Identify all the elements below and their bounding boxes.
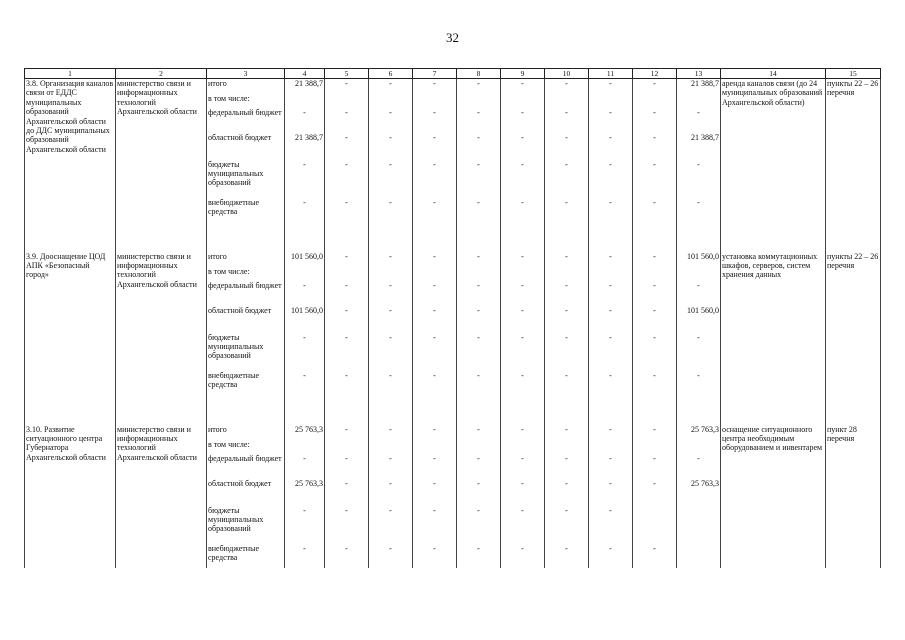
year-amount-cell: - [501, 133, 545, 160]
year-amount-cell: 25 763,3 [677, 425, 721, 440]
year-amount-cell: - [457, 479, 501, 506]
funding-source-cell: итого [207, 79, 285, 94]
year-amount-cell: - [501, 108, 545, 133]
activity-cell: 3.8. Организация каналов связи от ЕДДС муниципальных образований Архангельской области до ДДС муниципальных образований Архангельской области [25, 79, 116, 222]
year-amount-cell: - [545, 252, 589, 267]
year-amount-cell: - [589, 306, 633, 333]
activity-cell: 3.10. Развитие ситуационного центра Губернатора Архангельской области [25, 425, 116, 568]
year-amount-cell: - [677, 281, 721, 306]
spacer-cell [285, 395, 325, 425]
year-amount-cell: - [501, 506, 545, 544]
year-amount-cell: - [457, 252, 501, 267]
year-amount-cell: - [545, 133, 589, 160]
year-amount-cell: - [589, 108, 633, 133]
year-amount-cell: - [457, 425, 501, 440]
year-amount-cell: - [589, 133, 633, 160]
year-amount-cell: - [501, 544, 545, 568]
year-amount-cell: - [325, 108, 369, 133]
year-amount-cell: - [369, 281, 413, 306]
funding-source-cell: федеральный бюджет [207, 454, 285, 479]
column-header-10: 10 [545, 69, 589, 79]
funding-source-cell: федеральный бюджет [207, 281, 285, 306]
year-amount-cell: - [369, 79, 413, 94]
year-amount-cell [633, 94, 677, 108]
year-amount-cell: - [589, 425, 633, 440]
year-amount-cell: - [501, 333, 545, 371]
year-amount-cell: - [413, 544, 457, 568]
year-amount-cell [325, 440, 369, 454]
year-amount-cell: - [325, 333, 369, 371]
total-amount-cell: - [285, 544, 325, 568]
spacer-cell [457, 395, 501, 425]
spacer-cell [633, 395, 677, 425]
year-amount-cell [677, 267, 721, 281]
year-amount-cell: - [369, 506, 413, 544]
funding-source-cell: внебюджетные средства [207, 371, 285, 395]
year-amount-cell: 21 388,7 [677, 133, 721, 160]
year-amount-cell [589, 440, 633, 454]
year-amount-cell [545, 267, 589, 281]
year-amount-cell [633, 506, 677, 544]
year-amount-cell [413, 267, 457, 281]
year-amount-cell: - [677, 198, 721, 222]
year-amount-cell: - [457, 506, 501, 544]
year-amount-cell: - [677, 333, 721, 371]
year-amount-cell: - [545, 506, 589, 544]
column-header-15: 15 [826, 69, 881, 79]
spacer-cell [589, 222, 633, 252]
table-row [25, 252, 881, 267]
year-amount-cell: - [633, 333, 677, 371]
year-amount-cell: - [413, 454, 457, 479]
spacer-cell [325, 222, 369, 252]
total-amount-cell: 21 388,7 [285, 133, 325, 160]
total-amount-cell: - [285, 108, 325, 133]
total-amount-cell: - [285, 333, 325, 371]
year-amount-cell [501, 94, 545, 108]
year-amount-cell [369, 94, 413, 108]
year-amount-cell: - [545, 479, 589, 506]
year-amount-cell: - [589, 371, 633, 395]
spacer-cell [501, 222, 545, 252]
year-amount-cell: - [325, 160, 369, 198]
result-cell: аренда каналов связи (до 24 муниципальных образований Архангельской области) [721, 79, 826, 222]
spacer-cell [25, 222, 116, 252]
spacer-cell [207, 222, 285, 252]
reference-cell: пункт 28 перечня [826, 425, 881, 568]
year-amount-cell: - [545, 108, 589, 133]
year-amount-cell: - [369, 454, 413, 479]
year-amount-cell: - [633, 108, 677, 133]
year-amount-cell: - [633, 306, 677, 333]
year-amount-cell: 101 560,0 [677, 252, 721, 267]
year-amount-cell [501, 440, 545, 454]
year-amount-cell: - [457, 333, 501, 371]
block-spacer [25, 395, 881, 425]
year-amount-cell: - [677, 160, 721, 198]
year-amount-cell [457, 267, 501, 281]
year-amount-cell: - [413, 79, 457, 94]
year-amount-cell: - [457, 281, 501, 306]
reference-cell: пункты 22 – 26 перечня [826, 79, 881, 222]
funding-source-cell: внебюджетные средства [207, 198, 285, 222]
year-amount-cell: - [545, 544, 589, 568]
year-amount-cell: - [457, 160, 501, 198]
year-amount-cell: - [413, 281, 457, 306]
year-amount-cell: - [545, 281, 589, 306]
year-amount-cell [413, 94, 457, 108]
spacer-cell [116, 222, 207, 252]
spacer-cell [25, 395, 116, 425]
year-amount-cell: - [369, 108, 413, 133]
year-amount-cell: - [545, 198, 589, 222]
total-amount-cell: 101 560,0 [285, 252, 325, 267]
year-amount-cell: - [501, 425, 545, 440]
year-amount-cell [369, 440, 413, 454]
year-amount-cell: - [369, 333, 413, 371]
total-amount-cell: 21 388,7 [285, 79, 325, 94]
table-row [25, 79, 881, 94]
year-amount-cell: - [633, 454, 677, 479]
year-amount-cell: - [369, 479, 413, 506]
column-header-9: 9 [501, 69, 545, 79]
year-amount-cell: - [457, 79, 501, 94]
year-amount-cell: - [413, 371, 457, 395]
spacer-cell [633, 222, 677, 252]
column-header-14: 14 [721, 69, 826, 79]
year-amount-cell: - [501, 281, 545, 306]
total-amount-cell: - [285, 506, 325, 544]
year-amount-cell: - [545, 333, 589, 371]
spacer-cell [325, 395, 369, 425]
year-amount-cell: - [633, 371, 677, 395]
result-cell: установка коммутационных шкафов, серверов, систем хранения данных [721, 252, 826, 395]
year-amount-cell [633, 267, 677, 281]
column-header-5: 5 [325, 69, 369, 79]
year-amount-cell: - [457, 133, 501, 160]
funding-source-cell: областной бюджет [207, 479, 285, 506]
year-amount-cell: - [457, 306, 501, 333]
column-header-1: 1 [25, 69, 116, 79]
spacer-cell [501, 395, 545, 425]
column-header-6: 6 [369, 69, 413, 79]
column-header-7: 7 [413, 69, 457, 79]
year-amount-cell: - [325, 281, 369, 306]
year-amount-cell: - [589, 544, 633, 568]
funding-source-cell: федеральный бюджет [207, 108, 285, 133]
year-amount-cell: - [633, 198, 677, 222]
year-amount-cell: - [677, 454, 721, 479]
year-amount-cell: - [325, 79, 369, 94]
year-amount-cell: - [589, 506, 633, 544]
spacer-cell [677, 222, 721, 252]
page-number: 32 [446, 30, 459, 45]
total-amount-cell: 25 763,3 [285, 479, 325, 506]
funding-source-cell: в том числе: [207, 94, 285, 108]
funding-source-cell: итого [207, 425, 285, 440]
year-amount-cell: - [501, 79, 545, 94]
year-amount-cell: - [545, 371, 589, 395]
funding-source-cell: итого [207, 252, 285, 267]
year-amount-cell: - [589, 252, 633, 267]
funding-source-cell: в том числе: [207, 267, 285, 281]
year-amount-cell: - [457, 454, 501, 479]
funding-source-cell: бюджеты муниципальных образований [207, 160, 285, 198]
year-amount-cell: - [413, 333, 457, 371]
table-body [25, 79, 881, 568]
year-amount-cell: - [325, 479, 369, 506]
year-amount-cell: - [633, 425, 677, 440]
year-amount-cell: - [413, 133, 457, 160]
spacer-cell [826, 395, 881, 425]
year-amount-cell: - [325, 506, 369, 544]
year-amount-cell: - [501, 371, 545, 395]
year-amount-cell: - [413, 198, 457, 222]
column-header-2: 2 [116, 69, 207, 79]
year-amount-cell: - [413, 306, 457, 333]
year-amount-cell: - [369, 252, 413, 267]
year-amount-cell: - [325, 425, 369, 440]
year-amount-cell: - [369, 544, 413, 568]
year-amount-cell: - [413, 506, 457, 544]
year-amount-cell [677, 440, 721, 454]
activity-cell: 3.9. Дооснащение ЦОД АПК «Безопасный город» [25, 252, 116, 395]
funding-table [24, 68, 881, 568]
result-cell: оснащение ситуационного центра необходимым оборудованием и инвентарем [721, 425, 826, 568]
funding-source-cell: областной бюджет [207, 133, 285, 160]
total-amount-cell: - [285, 454, 325, 479]
total-amount-cell: 101 560,0 [285, 306, 325, 333]
year-amount-cell: - [413, 252, 457, 267]
year-amount-cell: - [369, 371, 413, 395]
column-header-8: 8 [457, 69, 501, 79]
total-amount-cell [285, 94, 325, 108]
year-amount-cell: 21 388,7 [677, 79, 721, 94]
year-amount-cell [325, 267, 369, 281]
year-amount-cell: - [325, 306, 369, 333]
year-amount-cell [369, 267, 413, 281]
total-amount-cell: - [285, 371, 325, 395]
year-amount-cell: - [413, 479, 457, 506]
year-amount-cell [677, 506, 721, 544]
column-header-11: 11 [589, 69, 633, 79]
funding-source-cell: бюджеты муниципальных образований [207, 506, 285, 544]
year-amount-cell: - [369, 425, 413, 440]
spacer-cell [677, 395, 721, 425]
year-amount-cell: - [369, 198, 413, 222]
total-amount-cell: - [285, 160, 325, 198]
funding-source-cell: областной бюджет [207, 306, 285, 333]
year-amount-cell: - [369, 133, 413, 160]
total-amount-cell [285, 267, 325, 281]
column-header-13: 13 [677, 69, 721, 79]
year-amount-cell: 101 560,0 [677, 306, 721, 333]
table-header [25, 69, 881, 79]
year-amount-cell: - [545, 306, 589, 333]
reference-cell: пункты 22 – 26 перечня [826, 252, 881, 395]
spacer-cell [413, 395, 457, 425]
year-amount-cell [325, 94, 369, 108]
year-amount-cell [589, 267, 633, 281]
year-amount-cell: - [633, 544, 677, 568]
spacer-cell [369, 395, 413, 425]
year-amount-cell: 25 763,3 [677, 479, 721, 506]
block-spacer [25, 222, 881, 252]
year-amount-cell [545, 94, 589, 108]
year-amount-cell: - [501, 479, 545, 506]
year-amount-cell: - [325, 454, 369, 479]
year-amount-cell: - [325, 544, 369, 568]
total-amount-cell [285, 440, 325, 454]
year-amount-cell: - [633, 281, 677, 306]
year-amount-cell: - [633, 160, 677, 198]
spacer-cell [721, 222, 826, 252]
year-amount-cell: - [325, 133, 369, 160]
spacer-cell [826, 222, 881, 252]
year-amount-cell: - [413, 425, 457, 440]
funding-source-cell: в том числе: [207, 440, 285, 454]
year-amount-cell: - [457, 371, 501, 395]
year-amount-cell: - [325, 371, 369, 395]
column-header-4: 4 [285, 69, 325, 79]
year-amount-cell: - [545, 425, 589, 440]
spacer-cell [545, 395, 589, 425]
year-amount-cell [457, 94, 501, 108]
year-amount-cell [501, 267, 545, 281]
total-amount-cell: - [285, 198, 325, 222]
executor-cell: министерство связи и информационных технологий Архангельской области [116, 425, 207, 568]
spacer-cell [457, 222, 501, 252]
year-amount-cell [545, 440, 589, 454]
executor-cell: министерство связи и информационных технологий Архангельской области [116, 79, 207, 222]
year-amount-cell [677, 544, 721, 568]
year-amount-cell: - [325, 252, 369, 267]
year-amount-cell: - [545, 454, 589, 479]
year-amount-cell: - [589, 454, 633, 479]
column-header-3: 3 [207, 69, 285, 79]
year-amount-cell: - [325, 198, 369, 222]
funding-source-cell: внебюджетные средства [207, 544, 285, 568]
executor-cell: министерство связи и информационных технологий Архангельской области [116, 252, 207, 395]
year-amount-cell: - [501, 198, 545, 222]
year-amount-cell: - [589, 479, 633, 506]
year-amount-cell: - [633, 479, 677, 506]
total-amount-cell: - [285, 281, 325, 306]
year-amount-cell: - [501, 252, 545, 267]
year-amount-cell: - [589, 79, 633, 94]
year-amount-cell: - [589, 333, 633, 371]
year-amount-cell [677, 94, 721, 108]
spacer-cell [207, 395, 285, 425]
year-amount-cell: - [501, 306, 545, 333]
year-amount-cell [589, 94, 633, 108]
spacer-cell [589, 395, 633, 425]
year-amount-cell: - [545, 160, 589, 198]
year-amount-cell: - [633, 252, 677, 267]
spacer-cell [413, 222, 457, 252]
spacer-cell [285, 222, 325, 252]
year-amount-cell: - [677, 371, 721, 395]
year-amount-cell: - [633, 133, 677, 160]
year-amount-cell: - [457, 108, 501, 133]
year-amount-cell: - [501, 454, 545, 479]
year-amount-cell: - [589, 281, 633, 306]
year-amount-cell: - [457, 544, 501, 568]
year-amount-cell: - [413, 108, 457, 133]
column-header-12: 12 [633, 69, 677, 79]
spacer-cell [369, 222, 413, 252]
year-amount-cell: - [501, 160, 545, 198]
year-amount-cell: - [677, 108, 721, 133]
year-amount-cell [457, 440, 501, 454]
year-amount-cell [633, 440, 677, 454]
year-amount-cell: - [369, 306, 413, 333]
total-amount-cell: 25 763,3 [285, 425, 325, 440]
year-amount-cell: - [545, 79, 589, 94]
year-amount-cell [413, 440, 457, 454]
year-amount-cell: - [589, 160, 633, 198]
funding-source-cell: бюджеты муниципальных образований [207, 333, 285, 371]
year-amount-cell: - [457, 198, 501, 222]
spacer-cell [721, 395, 826, 425]
year-amount-cell: - [633, 79, 677, 94]
table-row [25, 425, 881, 440]
year-amount-cell: - [589, 198, 633, 222]
spacer-cell [545, 222, 589, 252]
spacer-cell [116, 395, 207, 425]
year-amount-cell: - [369, 160, 413, 198]
year-amount-cell: - [413, 160, 457, 198]
